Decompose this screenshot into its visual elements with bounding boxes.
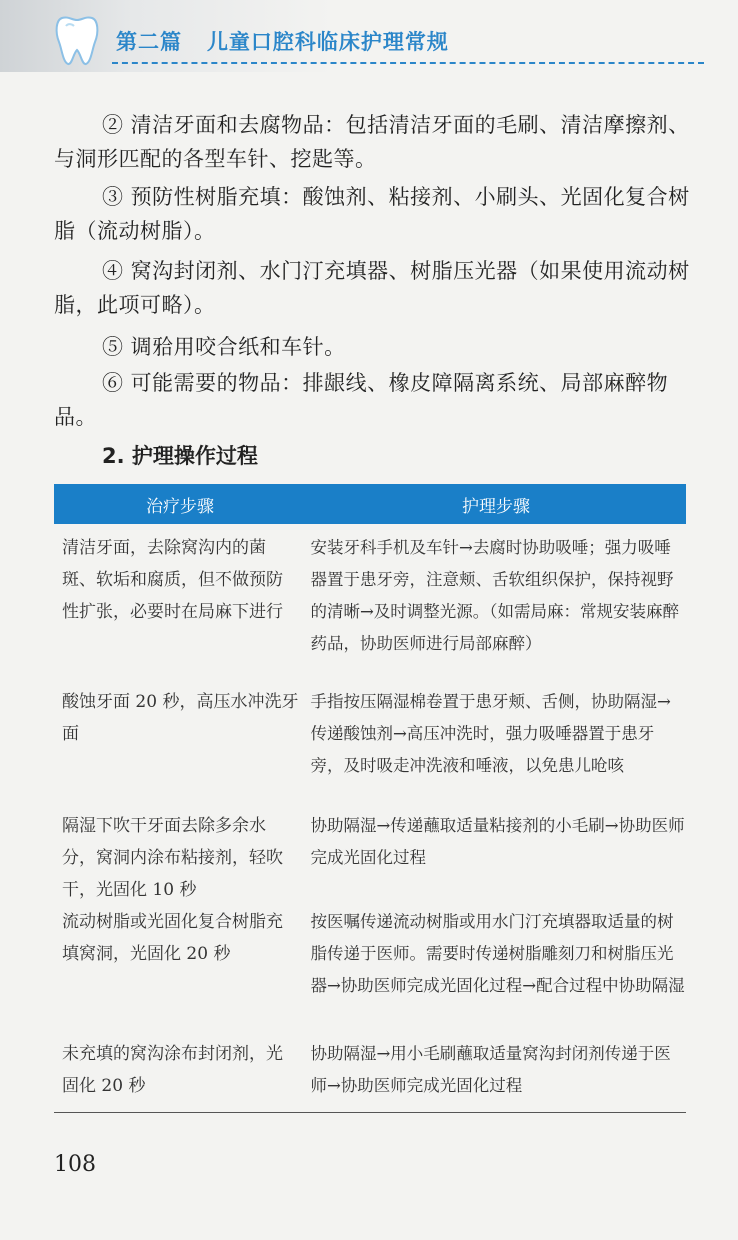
table-row bbox=[54, 524, 686, 682]
table-header bbox=[54, 484, 686, 524]
procedure-table bbox=[54, 484, 686, 1098]
running-header bbox=[0, 0, 738, 72]
nursing-cell: 手指按压隔湿棉卷置于患牙颊、舌侧，协助隔湿→传递酸蚀剂→高压冲洗时，强力吸唾器置于患牙旁，及时吸走冲洗液和唾液，以免患儿呛咳 bbox=[310, 692, 671, 775]
paragraph-cleaning-materials: ② 清洁牙面和去腐物品：包括清洁牙面的毛刷、清洁摩擦剂、与洞形匹配的各型车针、挖匙等。 bbox=[54, 113, 690, 171]
paragraph-optional-items: ⑥ 可能需要的物品：排龈线、橡皮障隔离系统、局部麻醉物品。 bbox=[54, 371, 669, 429]
page-number: 108 bbox=[54, 1152, 96, 1177]
column-header-nursing: 护理步骤 bbox=[462, 496, 530, 517]
nursing-cell: 安装牙科手机及车针→去腐时协助吸唾；强力吸唾器置于患牙旁，注意颊、舌软组织保护，保持视野的清晰→及时调整光源。（如需局麻：常规安装麻醉药品，协助医师进行局部麻醉） bbox=[310, 538, 680, 653]
header-divider bbox=[112, 62, 704, 64]
treatment-cell: 清洁牙面，去除窝沟内的菌斑、软垢和腐质，但不做预防性扩张，必要时在局麻下进行 bbox=[62, 538, 283, 622]
table-row bbox=[54, 902, 686, 1036]
paragraph-sealant: ④ 窝沟封闭剂、水门汀充填器、树脂压光器（如果使用流动树脂，此项可略）。 bbox=[54, 259, 690, 317]
header-chapter-title: 儿童口腔科临床护理常规 bbox=[206, 30, 449, 54]
nursing-cell: 按医嘱传递流动树脂或用水门汀充填器取适量的树脂传递于医师。需要时传递树脂雕刻刀和树脂压光器→协助医师完成光固化过程→配合过程中协助隔湿 bbox=[310, 912, 685, 995]
table-row bbox=[54, 682, 686, 806]
header-part: 第二篇 bbox=[116, 30, 182, 54]
treatment-cell: 隔湿下吹干牙面去除多余水分，窝洞内涂布粘接剂，轻吹干，光固化 10 秒 bbox=[62, 816, 283, 900]
table-row bbox=[54, 806, 686, 902]
paragraph-resin-filling: ③ 预防性树脂充填：酸蚀剂、粘接剂、小刷头、光固化复合树脂（流动树脂）。 bbox=[54, 185, 690, 243]
nursing-cell: 协助隔湿→传递蘸取适量粘接剂的小毛刷→协助医师完成光固化过程 bbox=[310, 816, 685, 867]
paragraph-occlusal-adjustment: ⑤ 调𬌗用咬合纸和车针。 bbox=[102, 335, 346, 359]
treatment-cell: 酸蚀牙面 20 秒，高压水冲洗牙面 bbox=[62, 692, 299, 744]
header-title bbox=[116, 26, 449, 56]
section-heading: 2. 护理操作过程 bbox=[102, 444, 258, 468]
table-row bbox=[54, 1036, 686, 1098]
treatment-cell: 流动树脂或光固化复合树脂充填窝洞，光固化 20 秒 bbox=[62, 912, 283, 964]
nursing-cell: 协助隔湿→用小毛刷蘸取适量窝沟封闭剂传递于医师→协助医师完成光固化过程 bbox=[310, 1044, 671, 1095]
treatment-cell: 未充填的窝沟涂布封闭剂，光固化 20 秒 bbox=[62, 1044, 283, 1096]
tooth-icon bbox=[52, 10, 102, 68]
column-header-treatment: 治疗步骤 bbox=[146, 496, 214, 517]
table-bottom-rule bbox=[54, 1112, 686, 1113]
